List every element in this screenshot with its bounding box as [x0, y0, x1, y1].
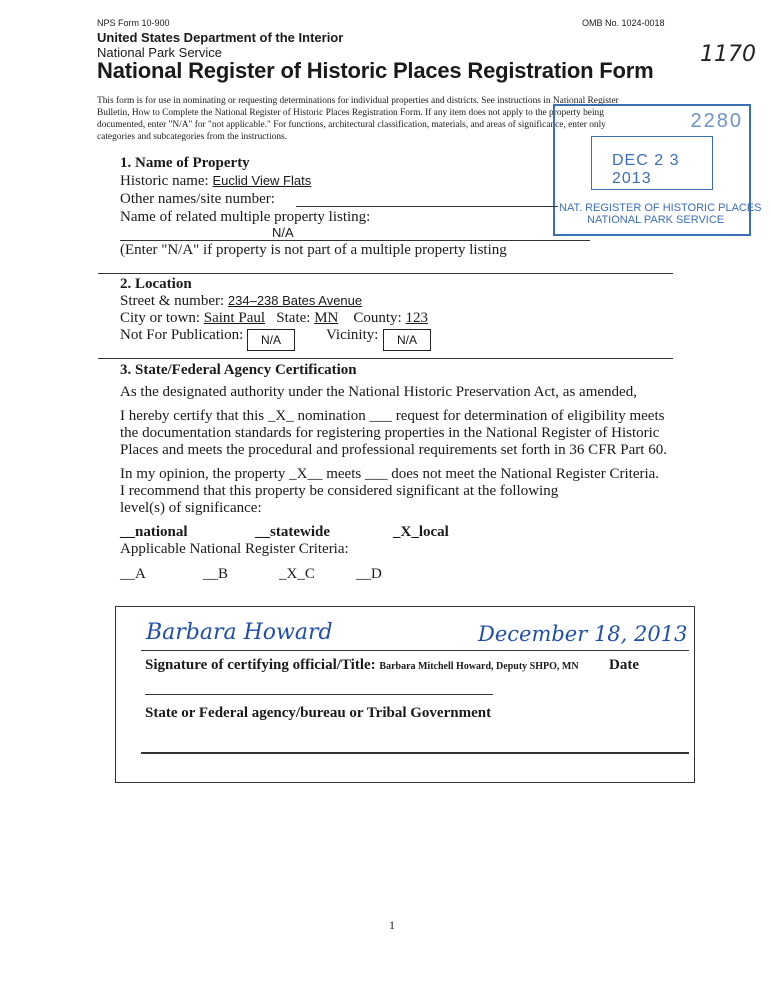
page-number: 1	[389, 918, 395, 932]
stamp-date: DEC 2 3 2013	[612, 152, 680, 187]
service-name: National Park Service	[97, 45, 222, 60]
nfp-label: Not For Publication:	[120, 327, 244, 343]
date-label: Date	[609, 657, 639, 673]
department-name: United States Department of the Interior	[97, 30, 344, 45]
instructions-line: categories and subcategories from the instructions.	[97, 132, 288, 142]
vicinity-label: Vicinity:	[326, 327, 379, 343]
city-row	[120, 310, 428, 327]
signature-title-value: Barbara Mitchell Howard, Deputy SHPO, MN	[379, 661, 579, 672]
related-listing-label: Name of related multiple property listing:	[120, 209, 371, 225]
opinion-line: level(s) of significance:	[120, 500, 262, 516]
bottom-signature-line[interactable]	[141, 752, 689, 754]
street-value[interactable]: 234–238 Bates Avenue	[227, 293, 363, 308]
instructions-line: documented, enter "N/A" for "not applicable." For functions, architectural classification, materials, and areas of significance, enter only	[97, 120, 606, 130]
certify-line: Places and meets the procedural and professional requirements set forth in 36 CFR Part 60.	[120, 442, 667, 458]
criterion-b[interactable]: __B	[203, 566, 229, 582]
section-divider	[98, 273, 673, 274]
criterion-d[interactable]: __D	[356, 566, 382, 582]
agency-line[interactable]	[145, 694, 493, 695]
section-divider	[98, 358, 673, 359]
form-title: National Register of Historic Places Registration Form	[97, 58, 654, 83]
authority-text: As the designated authority under the National Historic Preservation Act, as amended,	[120, 384, 637, 400]
instructions-line: Bulletin, How to Complete the National Register of Historic Places Registration Form. If any item does not apply to the property being	[97, 108, 604, 118]
criterion-a[interactable]: __A	[120, 566, 146, 582]
certify-line: the documentation standards for registering properties in the National Register of Historic	[120, 425, 660, 441]
signature-label: Signature of certifying official/Title:	[145, 657, 376, 673]
criterion-c[interactable]: _X_C	[279, 566, 315, 582]
state-value[interactable]: MN	[314, 310, 339, 326]
handwritten-signature: Barbara Howard	[146, 620, 333, 645]
city-label: City or town:	[120, 310, 201, 326]
stamp-service-line: NATIONAL PARK SERVICE	[587, 214, 725, 226]
street-label: Street & number:	[120, 293, 225, 309]
vicinity-field[interactable]: N/A	[383, 329, 431, 351]
section2-heading: 2. Location	[120, 276, 192, 292]
opinion-line: In my opinion, the property _X__ meets ___ does not meet the National Register Criteria.	[120, 466, 660, 482]
street-row	[120, 293, 362, 310]
historic-name-label: Historic name:	[120, 173, 209, 189]
signature-row	[145, 657, 579, 674]
city-value[interactable]: Saint Paul	[203, 310, 266, 326]
criteria-label: Applicable National Register Criteria:	[120, 541, 349, 557]
county-value[interactable]: 123	[405, 310, 428, 326]
historic-name-value[interactable]: Euclid View Flats	[212, 173, 312, 188]
related-listing-line	[120, 240, 590, 241]
nfp-field[interactable]: N/A	[247, 329, 295, 351]
omb-number: OMB No. 1024-0018	[582, 18, 665, 28]
received-stamp	[553, 104, 762, 236]
handwritten-number: 1170	[700, 42, 756, 67]
other-names-label: Other names/site number:	[120, 191, 275, 207]
section3-heading: 3. State/Federal Agency Certification	[120, 362, 357, 378]
handwritten-date: December 18, 2013	[478, 622, 688, 646]
related-listing-note: (Enter "N/A" if property is not part of a multiple property listing	[120, 242, 507, 258]
certify-line: I hereby certify that this _X_ nomination ___ request for determination of eligibility meets	[120, 408, 665, 424]
stamp-agency-line: NAT. REGISTER OF HISTORIC PLACES	[559, 202, 762, 214]
instructions-line: This form is for use in nominating or requesting determinations for individual properties and districts. See instructions in National Register	[97, 96, 619, 106]
form-number: NPS Form 10-900	[97, 18, 170, 28]
other-names-line[interactable]	[296, 206, 558, 207]
stamp-date-box	[591, 136, 713, 190]
agency-label: State or Federal agency/bureau or Tribal Government	[145, 705, 492, 721]
opinion-line: I recommend that this property be considered significant at the following	[120, 483, 559, 499]
section1-heading: 1. Name of Property	[120, 155, 250, 171]
historic-name-row	[120, 173, 311, 190]
level-statewide[interactable]: __statewide	[255, 524, 330, 540]
related-listing-value[interactable]: N/A	[272, 225, 294, 240]
level-national[interactable]: __national	[120, 524, 188, 540]
level-local[interactable]: _X_local	[393, 524, 449, 540]
stamp-received-number: 2280	[690, 110, 743, 132]
state-label: State:	[276, 310, 311, 326]
signature-line[interactable]	[141, 650, 689, 651]
county-label: County:	[353, 310, 402, 326]
